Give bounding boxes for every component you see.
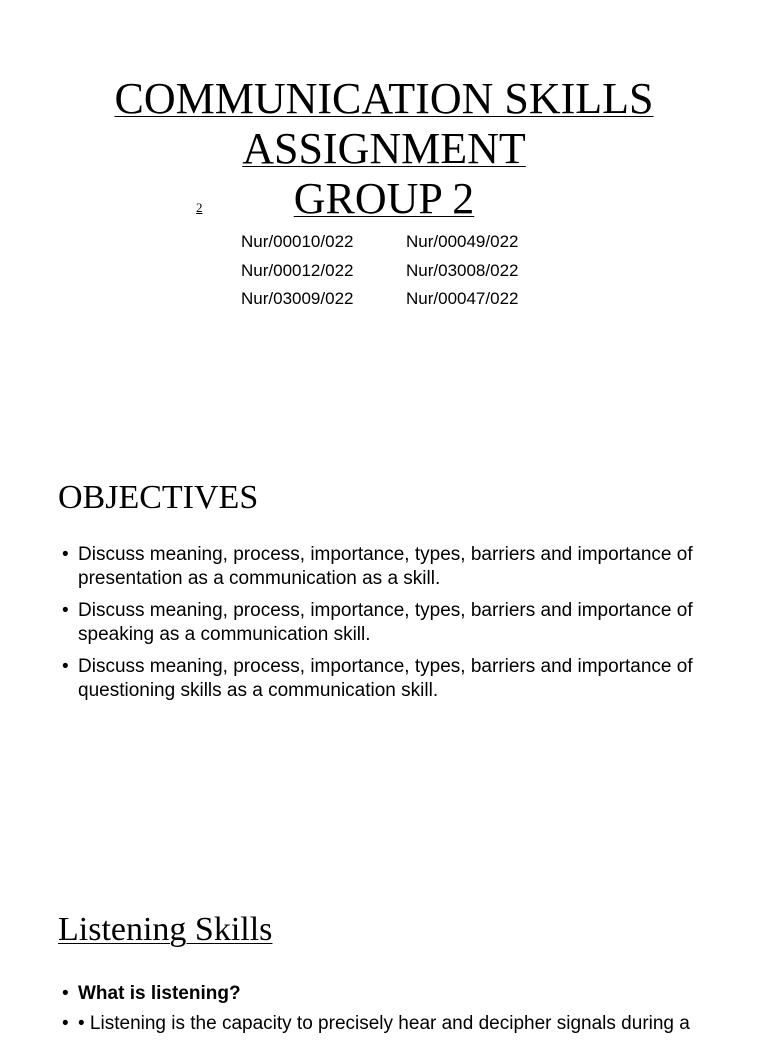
page-number: 2 [196, 200, 203, 215]
objective-text: Discuss meaning, process, importance, types, barriers and importance of questioning skills as a communication skill. [78, 656, 693, 701]
objectives-heading: OBJECTIVES [58, 479, 259, 516]
bullet-icon: • [62, 983, 69, 1004]
bullet-icon: • [62, 544, 69, 565]
objectives-list [62, 543, 742, 711]
listening-definition: • Listening is the capacity to precisely hear and decipher signals during a [78, 1013, 690, 1034]
member-ids-left-column [241, 228, 353, 314]
member-id: Nur/00047/022 [406, 289, 519, 308]
member-ids-right-column [406, 228, 518, 314]
member-id: Nur/03008/022 [406, 260, 519, 280]
objective-text: Discuss meaning, process, importance, types, barriers and importance of presentation as a communication as a skill. [78, 544, 693, 589]
objective-item [62, 543, 742, 591]
title-line-1: COMMUNICATION SKILLS [114, 74, 654, 123]
objective-text: Discuss meaning, process, importance, types, barriers and importance of speaking as a communication skill. [78, 600, 693, 645]
bullet-icon: • [62, 656, 69, 677]
objective-item [62, 655, 742, 703]
member-id: Nur/00049/022 [406, 232, 519, 251]
objective-item [62, 599, 742, 647]
listening-item [62, 982, 742, 1006]
bullet-icon: • [62, 600, 69, 621]
listening-item [62, 1012, 742, 1036]
title-line-3: GROUP 2 [293, 174, 475, 223]
bullet-icon: • [62, 1013, 69, 1034]
title-line-2: ASSIGNMENT [242, 124, 526, 173]
listening-question: What is listening? [78, 983, 241, 1004]
member-id: Nur/00010/022 [241, 232, 354, 251]
member-id: Nur/00012/022 [241, 260, 354, 280]
listening-list [62, 982, 742, 1042]
member-id: Nur/03009/022 [241, 289, 354, 308]
listening-skills-heading: Listening Skills [58, 911, 273, 948]
